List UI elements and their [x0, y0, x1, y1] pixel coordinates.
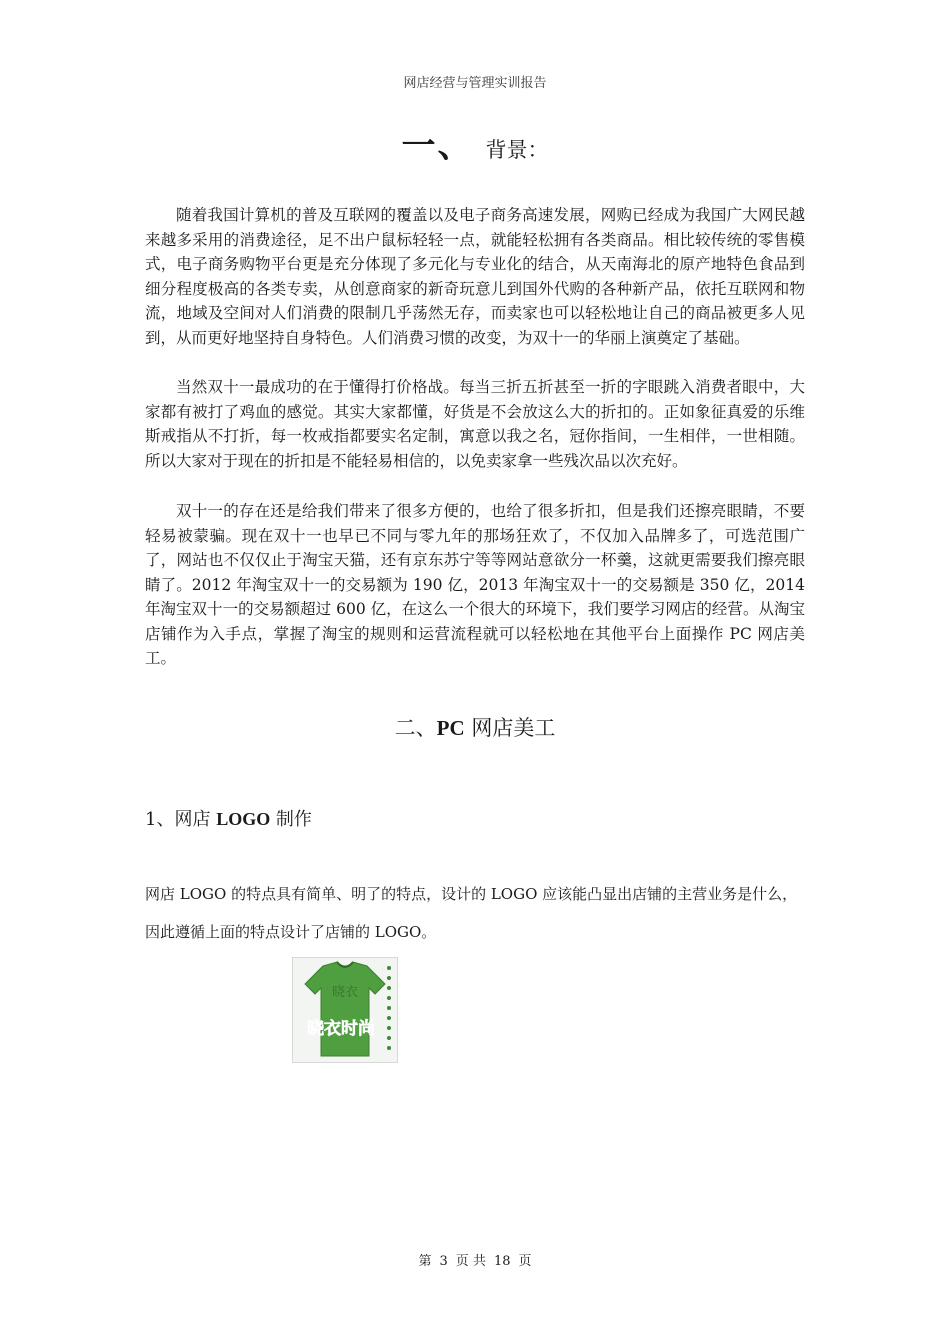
logo-main-text: 晓衣时尚 [307, 1019, 375, 1039]
footer-suffix: 页 [518, 1254, 532, 1269]
logo-print-text: 晓衣 [331, 985, 359, 1000]
footer-prefix: 第 [418, 1254, 432, 1269]
subsection-1-suffix: 制作 [270, 809, 312, 830]
subsection-1-heading [145, 805, 312, 831]
footer-page-number: 3 [439, 1254, 448, 1269]
section-1-heading [0, 118, 950, 167]
background-paragraph-3 [145, 499, 805, 671]
section-1-title: 背景： [485, 137, 549, 162]
footer-mid: 页 共 [455, 1254, 486, 1269]
logo-intro-line-1: 网店 LOGO 的特点具有简单、明了的特点，设计的 LOGO 应该能凸显出店铺的主营业务是什么， [145, 885, 798, 903]
paragraph-text: 随着我国计算机的普及互联网的覆盖以及电子商务高速发展，网购已经成为我国广大网民越来越多采用的消费途径，足不出户鼠标轻轻一点，就能轻松拥有各类商品。相比较传统的零售模式，电子商务购物平台更是充分体现了多元化与专业化的结合，从天南海北的原产地特色食品到细分程度极高的各类专卖，从创意商家的新奇玩意儿到国外代购的各种新产品，依托互联网和物流，地域及空间对人们消费的限制几乎荡然无存，而卖家也可以轻松地让自己的商品被更多人见到，从而更好地坚持自身特色。人们消费习惯的改变，为双十一的华丽上演奠定了基础。 [145, 206, 805, 347]
page-footer [0, 1250, 950, 1269]
paragraph-text: 当然双十一最成功的在于懂得打价格战。每当三折五折甚至一折的字眼跳入消费者眼中，大家都有被打了鸡血的感觉。其实大家都懂，好货是不会放这么大的折扣的。正如象征真爱的乐维斯戒指从不打折，每一枚戒指都要实名定制，寓意以我之名，冠你指间，一生相伴，一世相随。所以大家对于现在的折扣是不能轻易相信的，以免卖家拿一些残次品以次充好。 [145, 378, 805, 470]
footer-total-pages: 18 [493, 1254, 511, 1269]
section-1-number: 一、 [401, 126, 474, 166]
background-paragraph-2 [145, 375, 805, 473]
paragraph-text: 双十一的存在还是给我们带来了很多方便的，也给了很多折扣，但是我们还擦亮眼睛，不要轻易被蒙骗。现在双十一也早已不同与零九年的那场狂欢了，不仅加入品牌多了，可选范围广了，网站也不仅仅止于淘宝天猫，还有京东苏宁等等网站意欲分一杯羹，这就更需要我们擦亮眼睛了。2012 年淘宝双十一的交易额为 190 亿，2013 年淘宝双十一的交易额是 350 亿，2014 年淘宝双十一的交易额超过 600 亿，在这么一个很大的环境下，我们要学习网店的经营。从淘宝店铺作为入手点，掌握了淘宝的规则和运营流程就可以轻松地在其他平台上面操作 PC 网店美工。 [145, 502, 805, 667]
subsection-1-bold: LOGO [216, 809, 271, 829]
logo-intro-line-2: 因此遵循上面的特点设计了店铺的 LOGO。 [145, 923, 437, 941]
background-paragraph-1 [145, 203, 805, 350]
section-2-heading [0, 712, 950, 742]
running-header: 网店经营与管理实训报告 [403, 76, 547, 91]
subsection-1-prefix: 1、网店 [145, 809, 217, 830]
section-2-bold: PC [436, 716, 465, 740]
tshirt-logo-icon [293, 958, 397, 1062]
shop-logo-image [292, 957, 398, 1063]
section-2-prefix: 二、 [394, 716, 437, 740]
section-2-suffix: 网店美工 [464, 716, 556, 740]
